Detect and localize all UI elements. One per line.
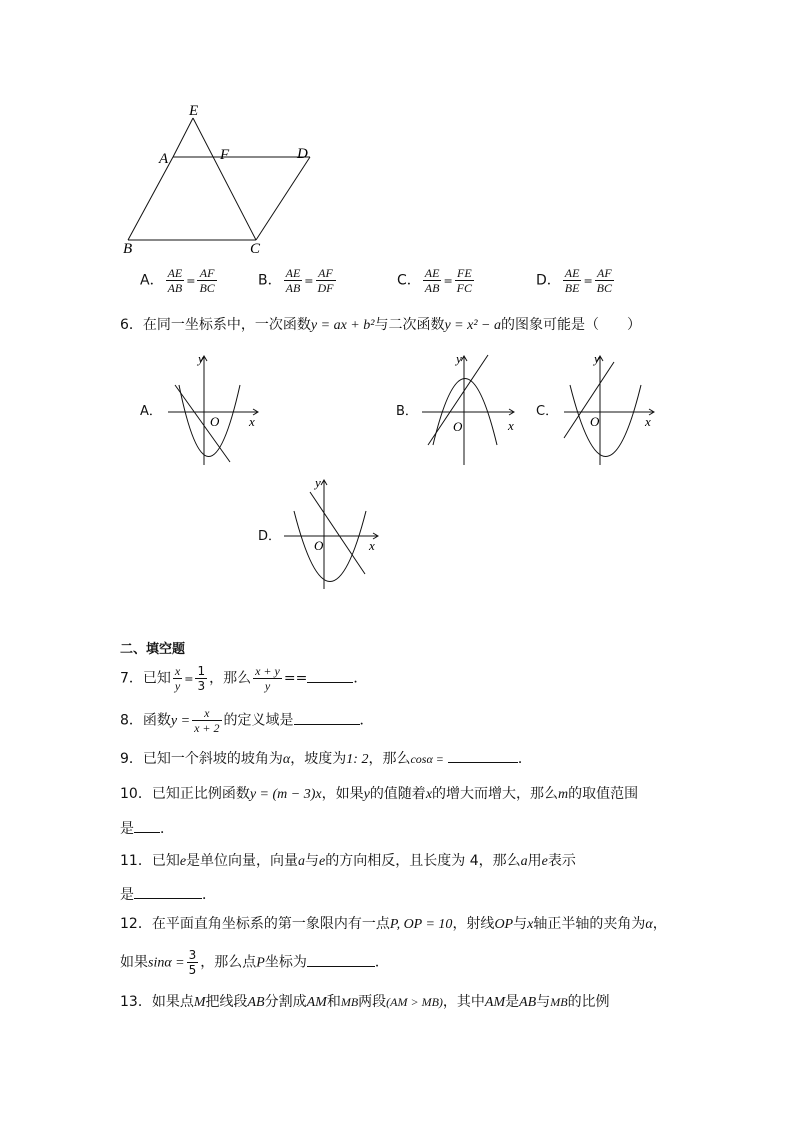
q12-answer-blank[interactable] [307, 952, 375, 967]
graph-b-o: O [453, 419, 463, 434]
question-9: 9．已知一个斜坡的坡角为α，坡度为1: 2，那么cosα = ． [120, 748, 532, 770]
graph-b-x: x [508, 418, 514, 433]
q11-answer-blank[interactable] [134, 884, 202, 899]
label-D: D [297, 146, 308, 162]
question-11: 11．已知e是单位向量，向量a与e的方向相反，且长度为 4，那么a用e表示 [120, 853, 576, 869]
question-10: 10．已知正比例函数y = (m − 3)x，如果y的值随着x的增大而增大，那么m的取值范围 [120, 786, 639, 802]
graph-a-o: O [210, 414, 220, 429]
graph-b-label[interactable]: B． [396, 404, 418, 419]
q5-option-a[interactable]: A． $\frac{AE}{AB}$ = $\frac{AF}{BC}$ [140, 266, 215, 295]
graph-d-x: x [369, 538, 375, 553]
graph-b[interactable] [416, 350, 521, 470]
q7-answer-blank[interactable] [307, 668, 353, 683]
label-E: E [189, 103, 199, 119]
graph-c[interactable] [556, 350, 661, 470]
q5-option-d[interactable]: D． $\frac{AE}{BE}$ = $\frac{AF}{BC}$ [536, 266, 613, 295]
graph-c-o: O [590, 414, 600, 429]
graph-d-label[interactable]: D． [258, 529, 282, 544]
question-11-line2: 是 ． [120, 884, 216, 905]
question-10-line2: 是 ． [120, 818, 174, 839]
graph-a-label[interactable]: A． [140, 404, 162, 419]
question-6: 6．在同一坐标系中，一次函数y = ax + b²与二次函数y = x² − a的图象可能是（ ） [120, 317, 641, 333]
graph-a-y: y [198, 351, 204, 366]
question-13: 13．如果点M把线段AB分割成AM和MB两段(AM > MB)，其中AM是AB与MB的比例 [120, 994, 610, 1010]
label-C: C [250, 241, 261, 257]
section-title: 二、填空题 [120, 642, 186, 657]
label-F: F [220, 147, 230, 163]
graph-d-o: O [314, 538, 324, 553]
graph-a-x: x [249, 414, 255, 429]
graph-c-label[interactable]: C． [536, 404, 559, 419]
q5-option-c[interactable]: C． $\frac{AE}{AB}$ = $\frac{FE}{FC}$ [397, 266, 473, 295]
question-12-line2: 如果sinα = $\frac{3}{5}$ ，那么点P坐标为 ． [120, 948, 389, 977]
graph-c-x: x [645, 414, 651, 429]
graph-b-y: y [456, 351, 462, 366]
label-A: A [159, 151, 169, 167]
geometry-figure [110, 95, 330, 260]
graph-c-y: y [594, 351, 600, 366]
graph-a[interactable] [160, 350, 265, 470]
q10-answer-blank[interactable] [134, 818, 160, 833]
q9-answer-blank[interactable] [448, 748, 518, 763]
graph-d-y: y [315, 475, 321, 490]
question-8: 8．函数y = $\frac{x}{x + 2}$ 的定义域是 ． [120, 706, 374, 735]
question-12: 12．在平面直角坐标系的第一象限内有一点P, OP = 10，射线OP与x轴正半轴的夹角为α， [120, 916, 667, 932]
graph-d[interactable] [280, 474, 385, 594]
label-B: B [123, 241, 133, 257]
question-7: 7．已知 $\frac{x}{y}$ = $\frac{1}{3}$ ，那么 $\frac{x + y}{y}$ == ． [120, 664, 368, 693]
q8-answer-blank[interactable] [294, 710, 360, 725]
q5-option-b[interactable]: B． $\frac{AE}{AB}$ = $\frac{AF}{DF}$ [258, 266, 334, 295]
